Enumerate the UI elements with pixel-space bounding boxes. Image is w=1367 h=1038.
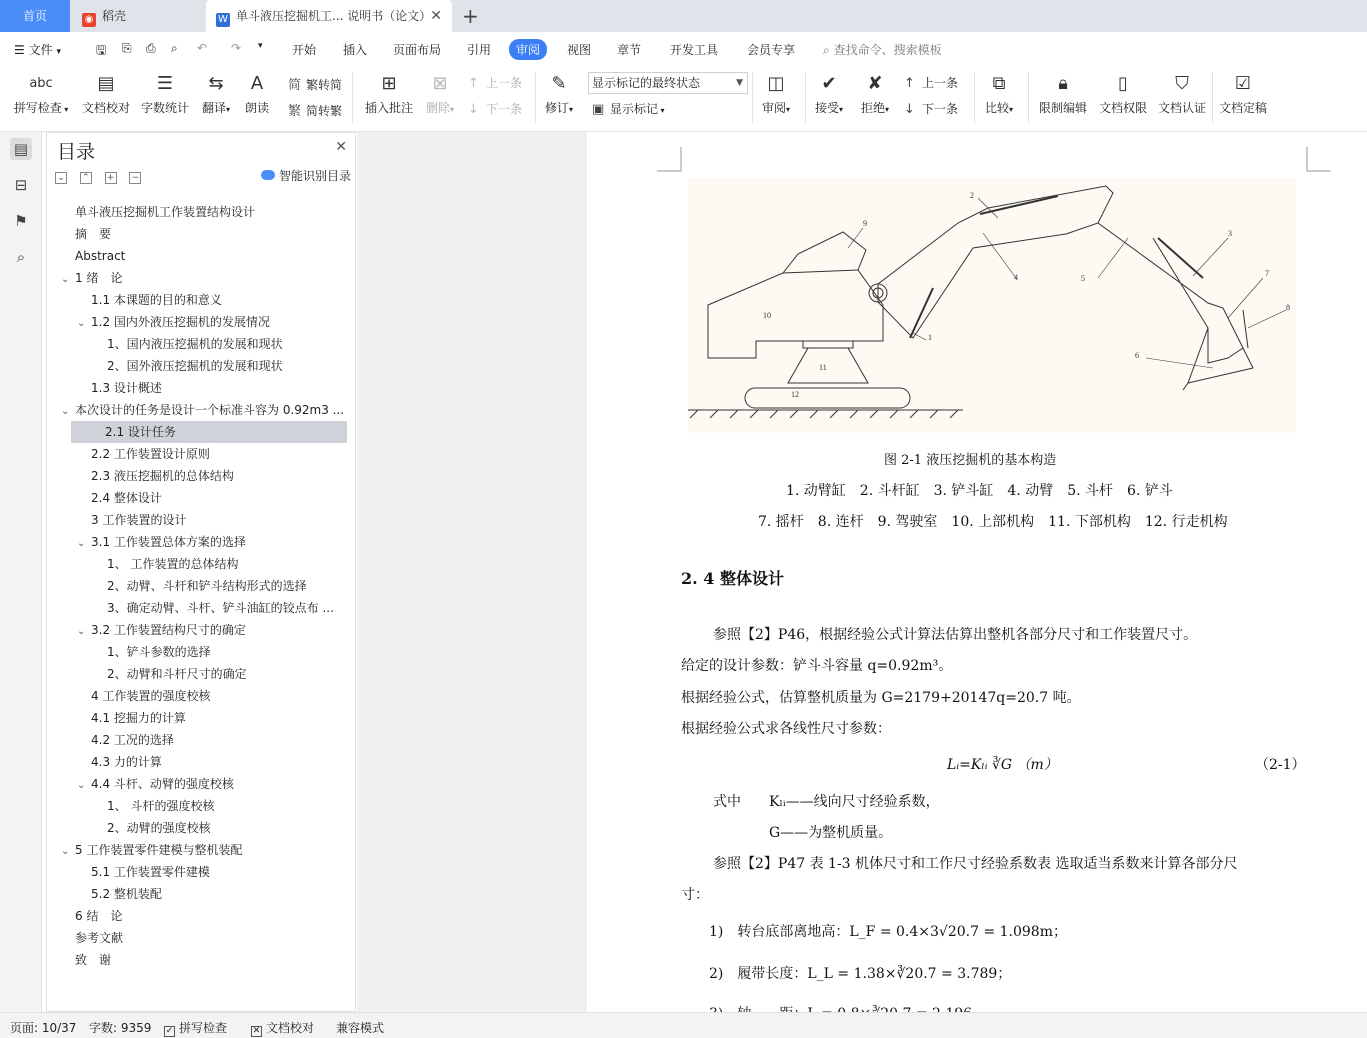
figure-callout-label: 1 — [928, 333, 932, 342]
lock-document-icon: 🔒︎ — [1058, 73, 1068, 94]
toc-item-label: 4 工作装置的强度校核 — [91, 689, 211, 703]
docer-icon: ◉ — [82, 13, 96, 27]
markup-state-value: 显示标记的最终状态 — [592, 76, 701, 90]
paragraph: 寸： — [681, 887, 709, 903]
add-entry-icon[interactable]: + — [105, 172, 117, 184]
toc-item[interactable] — [47, 707, 186, 729]
toc-item-label: 1、国内液压挖掘机的发展和现状 — [107, 337, 283, 351]
figure-callout-label: 6 — [1135, 351, 1139, 360]
find-icon[interactable]: ⌕ — [16, 248, 26, 266]
tab-document[interactable] — [206, 0, 452, 32]
toc-item[interactable] — [47, 487, 162, 509]
finalize-document-button[interactable] — [1216, 72, 1270, 116]
tab-bar — [0, 0, 1367, 32]
track-changes-icon: ✎ — [551, 73, 567, 94]
toc-toolbar — [55, 169, 150, 184]
toc-item-label: 单斗液压挖掘机工作装置结构设计 — [75, 205, 256, 219]
compat-mode-indicator: 兼容模式 — [336, 1021, 385, 1035]
menu-file[interactable] — [14, 41, 61, 58]
toc-item[interactable] — [47, 575, 307, 597]
chevron-down-icon[interactable]: ⌄ — [77, 626, 86, 637]
spell-check-label: 拼写检查 — [13, 101, 62, 115]
ribbon-divider — [535, 72, 536, 124]
toc-item-label: 1.2 国内外液压挖掘机的发展情况 — [91, 315, 270, 329]
finalize-document-label: 文档定稿 — [1218, 101, 1267, 115]
ribbon-divider — [974, 72, 975, 124]
proofread-button[interactable] — [80, 72, 132, 116]
simp-to-trad-icon: 繁 — [288, 104, 302, 119]
chevron-down-icon[interactable]: ⌄ — [77, 538, 86, 549]
toc-item[interactable] — [47, 729, 174, 751]
toc-item[interactable] — [71, 421, 347, 443]
menu-review[interactable]: 审阅 — [509, 39, 547, 60]
toc-item-label: 3.1 工作装置总体方案的选择 — [91, 535, 246, 549]
shield-icon: ⛉ — [1175, 73, 1189, 94]
show-markup-label: 显示标记 — [610, 102, 659, 116]
compare-label: 比较 — [984, 101, 1009, 115]
chevron-down-icon[interactable]: ⌄ — [77, 780, 86, 791]
toc-item[interactable] — [47, 311, 270, 333]
toc-item-label: 2.3 液压挖掘机的总体结构 — [91, 469, 234, 483]
prev-change-label: 上一条 — [922, 76, 959, 90]
next-comment-button[interactable] — [468, 100, 522, 117]
chevron-down-icon[interactable]: ⌄ — [61, 406, 70, 417]
status-spell-check[interactable] — [164, 1019, 227, 1037]
toc-item-label: 1.1 本课题的目的和意义 — [91, 293, 222, 307]
paragraph: 给定的设计参数：铲斗斗容量 q=0.92m³。 — [681, 658, 953, 674]
toc-item[interactable] — [47, 685, 210, 707]
smart-toc-label: 智能识别目录 — [278, 169, 351, 183]
prev-comment-icon: ↑ — [468, 76, 479, 91]
reject-icon: ✘ — [867, 73, 883, 94]
figure-callout-label: 9 — [863, 219, 867, 228]
toc-item-label: 5 工作装置零件建模与整机装配 — [75, 843, 243, 857]
print-icon[interactable]: ⎙ — [146, 41, 156, 55]
review-ribbon — [0, 66, 1367, 132]
translate-icon: ⇆ — [208, 73, 224, 94]
toc-item-label: 2、动臂、斗杆和铲斗结构形式的选择 — [107, 579, 307, 593]
prev-change-icon: ↑ — [904, 76, 915, 91]
menu-vip[interactable]: 会员专享 — [747, 43, 796, 57]
toc-item[interactable] — [47, 949, 111, 971]
simp-to-trad-button[interactable] — [288, 100, 342, 119]
figure-legend-line-1: 1. 动臂缸 2. 斗杆缸 3. 铲斗缸 4. 动臂 5. 斗杆 6. 铲斗 — [786, 483, 1173, 499]
tab-home-label: 首页 — [22, 9, 47, 23]
accept-label: 接受 — [814, 101, 839, 115]
toc-item-label: 4.2 工况的选择 — [91, 733, 174, 747]
chevron-down-icon[interactable]: ⌄ — [61, 846, 70, 857]
toc-item-label: 2、动臂的强度校核 — [107, 821, 211, 835]
toc-item-label: 5.1 工作装置零件建模 — [91, 865, 210, 879]
compare-icon: ⧉ — [992, 73, 1006, 94]
insert-comment-button[interactable] — [362, 72, 416, 116]
toc-item[interactable] — [47, 905, 122, 927]
status-proofread[interactable] — [251, 1019, 314, 1037]
status-spell-check-label: 拼写检查 — [179, 1021, 228, 1035]
toc-item-label: 2、国外液压挖掘机的发展和现状 — [107, 359, 283, 373]
toc-item-label: 6 结 论 — [75, 909, 123, 923]
spell-check-button[interactable]: abc 拼写检查 ▾ — [10, 72, 72, 116]
toc-item-label: 2.1 设计任务 — [105, 425, 176, 439]
next-comment-icon: ↓ — [468, 102, 479, 117]
excavator-figure — [688, 178, 1296, 433]
undo-icon[interactable]: ↶ — [197, 41, 208, 55]
redo-icon[interactable]: ↷ — [231, 41, 242, 55]
tab-docer-label: 稻壳 — [102, 9, 127, 23]
show-markup-button[interactable]: ▣ 显示标记 ▾ — [592, 102, 665, 117]
figure-callout-label: 2 — [970, 191, 974, 200]
export-icon[interactable]: ⎘ — [122, 41, 132, 55]
toc-item-label: 1 绪 论 — [75, 271, 123, 285]
accept-icon: ✔ — [821, 73, 837, 94]
proofread-icon: ▤ — [97, 73, 115, 94]
toc-item[interactable] — [47, 861, 210, 883]
toc-panel-icon[interactable]: ▤ — [10, 138, 32, 160]
excavator-drawing — [688, 178, 1296, 433]
delete-comment-label: 删除 — [425, 101, 450, 115]
proofread-status-icon: ✕ — [252, 1026, 261, 1036]
word-count-button[interactable] — [139, 72, 191, 116]
formula-explanation: G——为整机质量。 — [769, 825, 893, 841]
chevron-down-icon[interactable]: ⌄ — [61, 274, 70, 285]
toc-item[interactable] — [47, 817, 211, 839]
read-aloud-label: 朗读 — [244, 101, 269, 115]
new-tab-icon[interactable]: + — [462, 4, 479, 28]
toc-title: 目录 — [57, 141, 96, 163]
document-certify-button[interactable] — [1155, 72, 1209, 116]
word-count-indicator[interactable]: 字数: 9359 — [89, 1021, 152, 1035]
document-permission-icon: ▯ — [1118, 73, 1128, 94]
toc-item[interactable] — [47, 795, 214, 817]
show-markup-icon: ▣ — [592, 102, 605, 117]
navigation-rail — [0, 132, 42, 1012]
smart-toc-icon — [261, 170, 275, 180]
review-pane-button[interactable]: ◫ 审阅▾ — [761, 73, 791, 115]
figure-caption: 图 2-1 液压挖掘机的基本构造 — [884, 453, 1057, 468]
word-count-icon: ☰ — [156, 73, 174, 94]
figure-callout-label: 5 — [1081, 274, 1085, 283]
menu-view[interactable]: 视图 — [567, 43, 592, 57]
document-page[interactable] — [587, 132, 1367, 1012]
paragraph: 参照【2】P46，根据经验公式计算法估算出整机各部分尺寸和工作装置尺寸。 — [713, 627, 1198, 643]
toc-item-label: 3 工作装置的设计 — [91, 513, 187, 527]
toc-item[interactable] — [47, 773, 234, 795]
menu-insert[interactable]: 插入 — [343, 43, 368, 57]
translate-button[interactable]: ⇆ 翻译▾ — [201, 73, 231, 115]
toc-item-label: 3、确定动臂、斗杆、铲斗油缸的铰点布 ... — [107, 601, 334, 615]
toc-item-label: 2、动臂和斗杆尺寸的确定 — [107, 667, 247, 681]
compare-button[interactable]: ⧉ 比较▾ — [984, 73, 1014, 115]
figure-callout-label: 12 — [791, 390, 799, 399]
insert-comment-label: 插入批注 — [364, 101, 413, 115]
toc-item[interactable] — [47, 465, 234, 487]
quick-access-dropdown-icon[interactable]: ▾ — [258, 41, 263, 51]
ribbon-divider — [1212, 72, 1213, 124]
toc-item-label: 5.2 整机装配 — [91, 887, 162, 901]
toc-item[interactable] — [47, 223, 111, 245]
restrict-editing-label: 限制编辑 — [1038, 101, 1087, 115]
toc-item[interactable] — [47, 377, 162, 399]
review-pane-label: 审阅 — [761, 101, 786, 115]
toc-item-label: 致 谢 — [75, 953, 112, 967]
figure-callout-label: 3 — [1228, 229, 1232, 238]
insert-comment-icon: ⊞ — [381, 73, 397, 94]
toc-item[interactable] — [47, 839, 242, 861]
toc-item[interactable] — [47, 663, 247, 685]
next-comment-label: 下一条 — [486, 102, 523, 116]
toc-item-label: 1、铲斗参数的选择 — [107, 645, 211, 659]
formula: Lᵢ=Kₗᵢ ∛G （m） — [947, 757, 1058, 773]
status-bar — [0, 1012, 1367, 1038]
toc-item[interactable] — [47, 751, 162, 773]
figure-callout-label: 10 — [763, 311, 771, 320]
page-indicator[interactable]: 页面: 10/37 — [10, 1021, 77, 1035]
translate-label: 翻译 — [201, 101, 226, 115]
document-certify-label: 文档认证 — [1157, 101, 1206, 115]
markup-state-select[interactable] — [588, 72, 748, 94]
review-pane-icon: ◫ — [767, 73, 785, 94]
ribbon-divider — [805, 72, 806, 124]
toc-item[interactable] — [47, 399, 344, 421]
toc-item-label: 1、 斗杆的强度校核 — [107, 799, 215, 813]
figure-callout-label: 11 — [819, 363, 827, 372]
ribbon-divider — [752, 72, 753, 124]
preview-icon[interactable]: ⌕ — [171, 41, 178, 55]
accept-button[interactable]: ✔ 接受▾ — [814, 73, 844, 115]
tab-document-label: 单斗液压挖掘机工... 说明书（论文） — [236, 9, 432, 23]
collapse-all-icon[interactable]: ⌄ — [55, 172, 67, 184]
figure-callout-label: 7 — [1265, 269, 1269, 278]
ribbon-divider — [352, 72, 353, 124]
chevron-down-icon[interactable]: ⌄ — [77, 318, 86, 329]
figure-legend-line-2: 7. 摇杆 8. 连杆 9. 驾驶室 10. 上部机构 11. 下部机构 12. 行走机构 — [758, 514, 1228, 530]
document-permission-button[interactable] — [1096, 72, 1150, 116]
simp-to-trad-label: 简转繁 — [306, 104, 343, 118]
track-changes-button[interactable]: ✎ 修订▾ — [544, 73, 574, 115]
reject-button[interactable]: ✘ 拒绝▾ — [860, 73, 890, 115]
formula-explanation: 式中 Kₗᵢ——线向尺寸经验系数， — [713, 794, 940, 810]
word-doc-icon: W — [216, 13, 230, 27]
toc-item-label: 1、 工作装置的总体结构 — [107, 557, 239, 571]
toc-item[interactable] — [47, 355, 283, 377]
hamburger-icon: ☰ — [14, 43, 25, 57]
toc-item-label: 4.1 挖掘力的计算 — [91, 711, 186, 725]
finalize-document-icon: ☑ — [1234, 73, 1252, 94]
menu-start[interactable]: 开始 — [292, 43, 317, 57]
chevron-down-icon: ▼ — [736, 78, 743, 88]
menu-chapter[interactable]: 章节 — [617, 43, 642, 57]
toc-item-label: 参考文献 — [75, 931, 124, 945]
remove-entry-icon[interactable]: − — [129, 172, 141, 184]
menu-reference[interactable]: 引用 — [467, 43, 492, 57]
toc-item[interactable] — [47, 333, 283, 355]
toc-item[interactable] — [47, 553, 238, 575]
next-change-label: 下一条 — [922, 102, 959, 116]
document-margin-area — [357, 132, 587, 1012]
toc-item-label: 4.4 斗杆、动臂的强度校核 — [91, 777, 234, 791]
read-aloud-icon: A — [250, 73, 264, 94]
toc-item[interactable] — [47, 597, 334, 619]
next-change-icon: ↓ — [904, 102, 915, 117]
prev-change-button[interactable] — [904, 74, 958, 91]
search-icon: ⌕ — [823, 43, 830, 57]
toc-item-label: Abstract — [75, 249, 126, 263]
toc-item[interactable] — [47, 509, 186, 531]
toc-item-label: 3.2 工作装置结构尺寸的确定 — [91, 623, 246, 637]
toc-item-label: 1.3 设计概述 — [91, 381, 162, 395]
list-item: 2) 履带长度：L_L = 1.38×∛20.7 = 3.789； — [709, 966, 1012, 982]
save-icon[interactable]: 🖫 — [96, 43, 107, 57]
document-permission-label: 文档权限 — [1098, 101, 1147, 115]
checkbox-icon: ✓ — [165, 1026, 174, 1036]
menu-page-layout[interactable]: 页面布局 — [393, 43, 442, 57]
tab-docer[interactable] — [72, 0, 202, 32]
trad-to-simp-button[interactable] — [288, 74, 342, 93]
figure-callout-label: 8 — [1286, 303, 1290, 312]
page-corner-mark — [657, 147, 685, 173]
toc-item[interactable] — [47, 245, 125, 267]
menu-file-label: 文件 — [28, 43, 53, 57]
toc-item-label: 2.2 工作装置设计原则 — [91, 447, 210, 461]
read-aloud-button[interactable] — [242, 72, 272, 116]
toc-item[interactable] — [47, 289, 222, 311]
close-tab-icon[interactable]: ✕ — [430, 8, 442, 24]
toc-item-label: 2.4 整体设计 — [91, 491, 162, 505]
restrict-editing-button[interactable] — [1036, 72, 1090, 116]
list-item: 1) 转台底部离地高：L_F = 0.4×3√20.7 = 1.098m； — [709, 924, 1067, 940]
toc-item[interactable] — [47, 531, 246, 553]
figure-callout-label: 4 — [1014, 273, 1018, 282]
status-proofread-label: 文档校对 — [266, 1021, 315, 1035]
page-corner-mark — [1305, 147, 1333, 173]
toc-item-label: 本次设计的任务是设计一个标准斗容为 0.92m3 ... — [75, 403, 345, 417]
reject-label: 拒绝 — [860, 101, 885, 115]
spell-check-icon: abc — [29, 76, 53, 91]
toc-item[interactable] — [47, 927, 123, 949]
prev-comment-label: 上一条 — [486, 76, 523, 90]
ribbon-divider — [1028, 72, 1029, 124]
proofread-label: 文档校对 — [81, 101, 130, 115]
track-changes-label: 修订 — [544, 101, 569, 115]
trad-to-simp-label: 繁转简 — [306, 78, 343, 92]
toc-item[interactable] — [47, 201, 255, 223]
trad-to-simp-icon: 简 — [288, 78, 302, 93]
chevron-down-icon: ▾ — [56, 47, 61, 57]
tab-home[interactable] — [0, 0, 70, 32]
delete-comment-icon: ⊠ — [432, 73, 448, 94]
toc-item[interactable] — [47, 641, 211, 663]
paragraph: 参照【2】P47 表 1-3 机体尺寸和工作尺寸经验系数表 选取适当系数来计算各部分尺 — [713, 856, 1238, 872]
section-heading: 2. 4 整体设计 — [681, 569, 784, 588]
menu-developer[interactable]: 开发工具 — [670, 43, 719, 57]
toc-item[interactable] — [47, 443, 210, 465]
toc-panel — [46, 132, 356, 1012]
word-count-label: 字数统计 — [140, 101, 189, 115]
expand-all-icon[interactable]: ⌃ — [80, 172, 92, 184]
toc-item-label: 4.3 力的计算 — [91, 755, 162, 769]
paragraph: 根据经验公式，估算整机质量为 G=2179+20147q=20.7 吨。 — [681, 690, 1081, 706]
command-search-placeholder: 查找命令、搜索模板 — [833, 43, 942, 57]
prev-comment-button[interactable] — [468, 74, 522, 91]
paragraph: 根据经验公式求各线性尺寸参数： — [681, 721, 891, 737]
close-icon[interactable]: ✕ — [335, 139, 347, 155]
toc-item[interactable] — [47, 619, 246, 641]
delete-comment-button[interactable]: ⊠ 删除▾ — [425, 73, 455, 115]
command-search[interactable] — [823, 41, 942, 58]
menu-bar — [0, 32, 1367, 66]
toc-item[interactable] — [47, 883, 162, 905]
formula-number: （2-1） — [1255, 757, 1306, 773]
smart-toc-button[interactable] — [261, 167, 351, 184]
bookmark-icon[interactable]: ⚑ — [14, 212, 28, 230]
next-change-button[interactable] — [904, 100, 958, 117]
toc-item[interactable] — [47, 267, 122, 289]
toc-item-label: 摘 要 — [75, 227, 112, 241]
chapter-nav-icon[interactable]: ⊟ — [14, 176, 28, 194]
